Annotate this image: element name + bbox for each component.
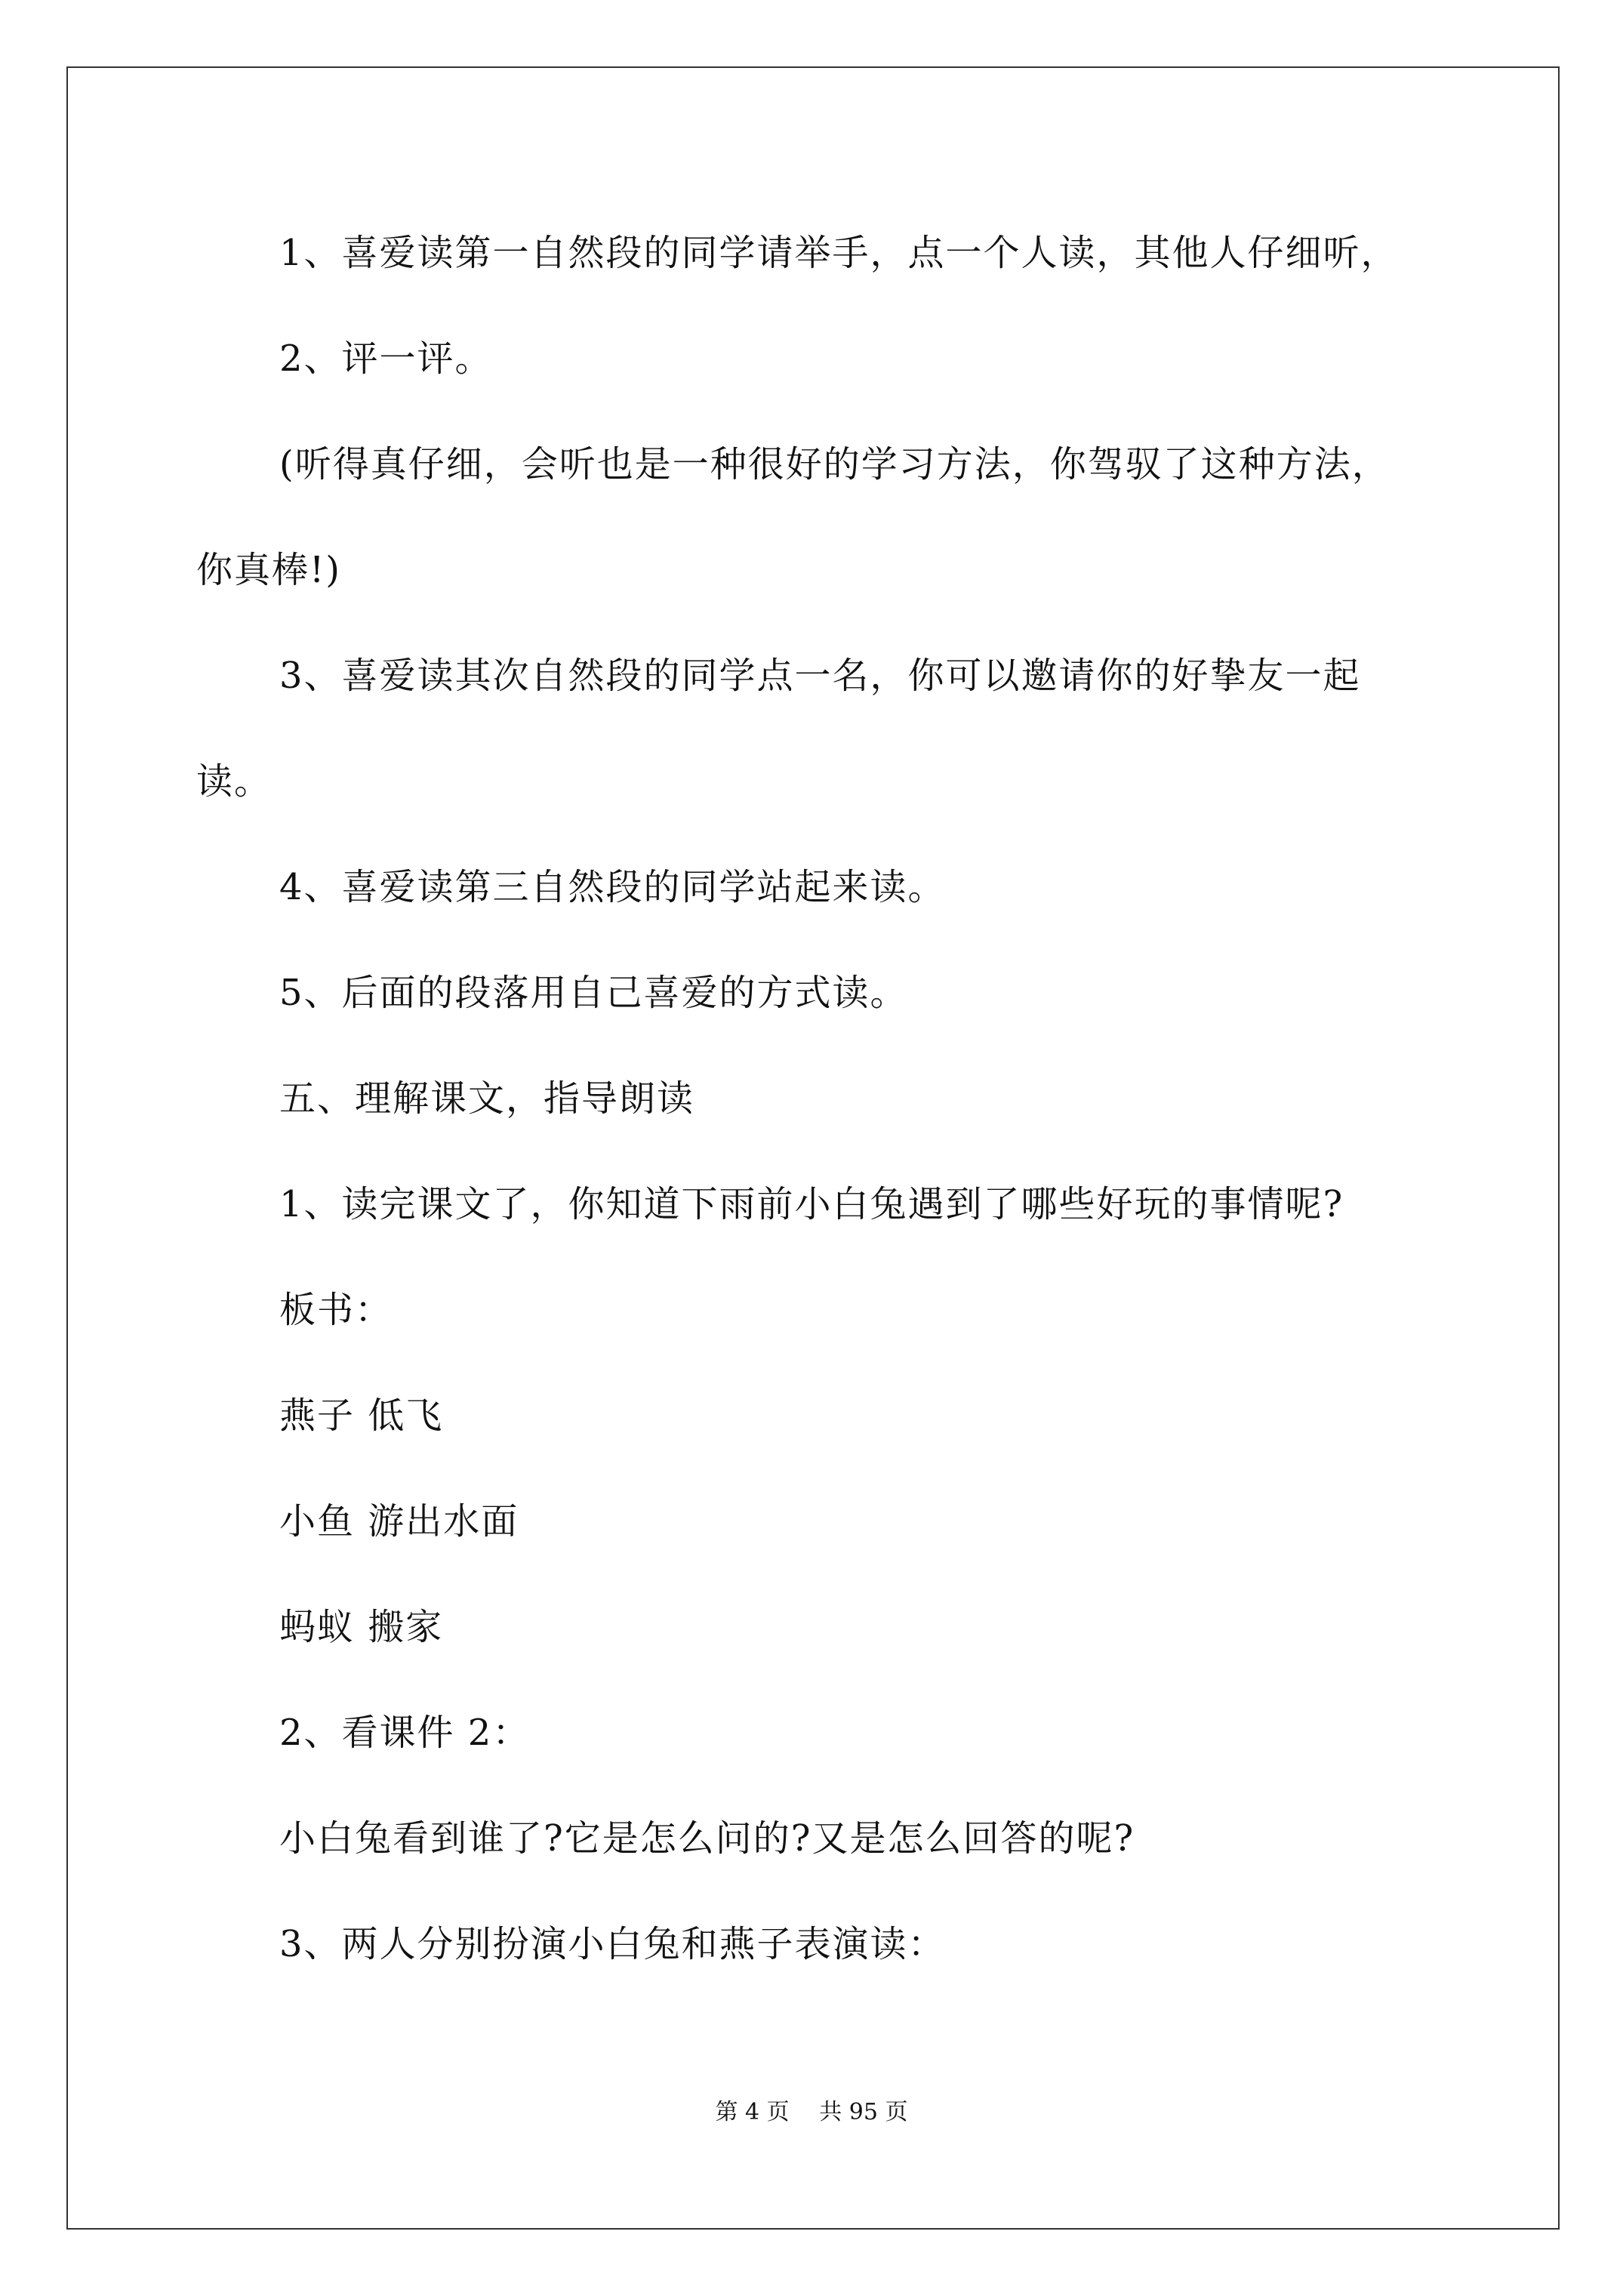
paragraph-line: 3、两人分别扮演小白兔和燕子表演读： <box>279 1923 946 1965</box>
paragraph-line: 1、喜爱读第一自然段的同学请举手，点一个人读，其他人仔细听， <box>279 232 1399 274</box>
section-heading: 五、理解课文，指导朗读 <box>279 1077 695 1120</box>
paragraph-line: 板书： <box>279 1289 393 1331</box>
paragraph-line: (听得真仔细，会听也是一种很好的学习方法，你驾驭了这种方法， <box>279 443 1390 485</box>
paragraph-line: 蚂蚁 搬家 <box>279 1606 444 1648</box>
paragraph-line: 读。 <box>196 760 273 803</box>
paragraph-line: 燕子 低飞 <box>279 1395 444 1437</box>
paragraph-line: 5、后面的段落用自己喜爱的方式读。 <box>279 972 908 1014</box>
paragraph-line: 小白兔看到谁了?它是怎么问的?又是怎么回答的呢? <box>279 1817 1135 1860</box>
paragraph-line: 小鱼 游出水面 <box>279 1500 519 1542</box>
page-footer: 第 4 页 共 95 页 <box>715 2099 908 2125</box>
paragraph-line: 你真棒!) <box>196 549 342 591</box>
paragraph-line: 2、看课件 2： <box>279 1712 531 1754</box>
paragraph-line: 4、喜爱读第三自然段的同学站起来读。 <box>279 866 946 908</box>
paragraph-line: 2、评一评。 <box>279 337 493 380</box>
page-border <box>66 66 1560 2230</box>
paragraph-line: 1、读完课文了，你知道下雨前小白兔遇到了哪些好玩的事情呢? <box>279 1183 1344 1225</box>
paragraph-line: 3、喜爱读其次自然段的同学点一名，你可以邀请你的好挚友一起 <box>279 655 1361 697</box>
